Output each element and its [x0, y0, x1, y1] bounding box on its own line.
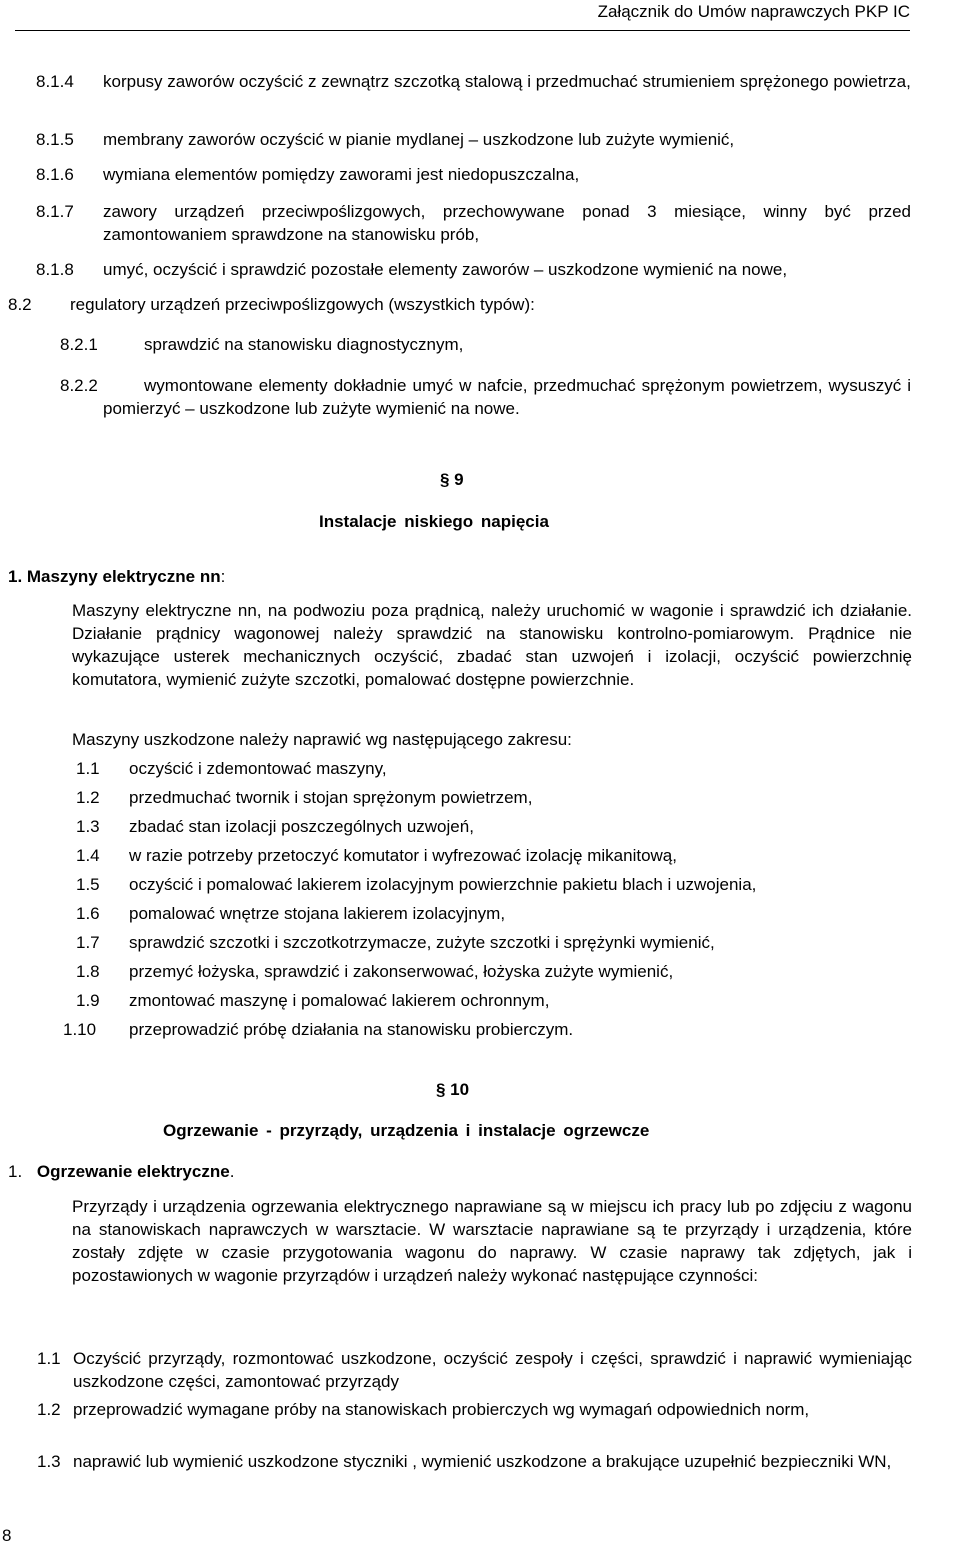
- section-title: Instalacje niskiego napięcia: [319, 512, 549, 531]
- list-item-text: oczyścić i pomalować lakierem izolacyjnym powierzchnie pakietu blach i uzwojenia,: [129, 875, 757, 894]
- list-item-text: korpusy zaworów oczyścić z zewnątrz szczotką stalową i przedmuchać strumieniem sprężonego powietrza,: [103, 72, 911, 91]
- list-item-text: pomalować wnętrze stojana lakierem izolacyjnym,: [129, 904, 506, 923]
- list-item-text: umyć, oczyścić i sprawdzić pozostałe elementy zaworów – uszkodzone wymienić na nowe,: [103, 260, 788, 279]
- item-number: 8.2.1: [60, 335, 98, 354]
- item-number: 1.1: [76, 759, 100, 778]
- sub-heading: [8, 565, 225, 588]
- list-item-text: przedmuchać twornik i stojan sprężonym powietrzem,: [129, 788, 533, 807]
- sub-heading-label: Ogrzewanie elektryczne: [36, 1162, 230, 1181]
- page-number: 8: [2, 1526, 12, 1545]
- section-symbol: § 9: [440, 470, 464, 489]
- item-number: 1.2: [37, 1400, 61, 1419]
- list-item-text: naprawić lub wymienić uszkodzone styczniki , wymienić uszkodzone a brakujące uzupełnić bezpieczniki WN,: [73, 1452, 892, 1471]
- item-number: 8.1.8: [36, 260, 74, 279]
- item-number: 8.2.2: [60, 376, 98, 395]
- item-number: 1.8: [76, 962, 100, 981]
- list-item-text: wymontowane elementy dokładnie umyć w nafcie, przedmuchać sprężonym powietrzem, wysuszyć i pomierzyć – uszkodzone lub zużyte wymienić na nowe.: [103, 376, 911, 418]
- sub-heading-dot: .: [229, 1162, 235, 1181]
- list-intro: Maszyny uszkodzone należy naprawić wg następującego zakresu:: [72, 730, 572, 749]
- item-number: 1.6: [76, 904, 100, 923]
- list-item-text: przeprowadzić próbę działania na stanowisku probierczym.: [129, 1020, 574, 1039]
- list-item-text: przemyć łożyska, sprawdzić i zakonserwować, łożyska zużyte wymienić,: [129, 962, 674, 981]
- item-number: 1.5: [76, 875, 100, 894]
- sub-heading-number: 1.: [8, 1162, 23, 1181]
- header-rule: [15, 30, 910, 31]
- list-item-text: przeprowadzić wymagane próby na stanowiskach probierczych wg wymagań odpowiednich norm,: [73, 1400, 810, 1419]
- item-number: 8.1.6: [36, 165, 74, 184]
- item-number: 1.9: [76, 991, 100, 1010]
- item-number: 1.7: [76, 933, 100, 952]
- item-number: 8.1.7: [36, 202, 74, 221]
- item-number: 1.1: [37, 1349, 61, 1368]
- paragraph: Przyrządy i urządzenia ogrzewania elektrycznego naprawiane są w miejscu ich pracy lub po zdjęciu z wagonu na stanowiskach naprawczych w warsztacie. W warsztacie naprawiane są te przyrządy i urządzenia, które zostały zdjęte w czasie przygotowania wagonu do naprawy. W czasie naprawy tak zdjętych, jak i pozostawionych w wagonie przyrządów i urządzeń należy wykonać następujące czynności:: [72, 1197, 912, 1285]
- list-item-text: membrany zaworów oczyścić w pianie mydlanej – uszkodzone lub zużyte wymienić,: [103, 130, 735, 149]
- list-item-text: zawory urządzeń przeciwpoślizgowych, przechowywane ponad 3 miesiące, winny być przed zamontowaniem sprawdzone na stanowisku prób,: [103, 202, 911, 244]
- item-number: 1.10: [63, 1020, 97, 1039]
- list-item-text: wymiana elementów pomiędzy zaworami jest niedopuszczalna,: [103, 165, 580, 184]
- item-number: 1.3: [76, 817, 100, 836]
- item-number: 8.1.4: [36, 72, 74, 91]
- item-number: 1.3: [37, 1452, 61, 1471]
- list-item-text: w razie potrzeby przetoczyć komutator i wyfrezować izolację mikanitową,: [129, 846, 677, 865]
- sub-heading: [8, 1160, 234, 1183]
- section-title: Ogrzewanie - przyrządy, urządzenia i instalacje ogrzewcze: [163, 1121, 650, 1140]
- item-number: 1.2: [76, 788, 100, 807]
- list-item-text: sprawdzić na stanowisku diagnostycznym,: [144, 335, 464, 354]
- section-symbol: § 10: [436, 1080, 470, 1099]
- paragraph: Maszyny elektryczne nn, na podwoziu poza prądnicą, należy uruchomić w wagonie i sprawdzić ich działanie. Działanie prądnicy wagonowej należy sprawdzić na stanowisku kontrolno-pomiarowym. Prądnice nie wykazujące usterek mechanicznych oczyścić, zbadać stan uzwojeń i izolacji, oczyścić powierzchnię komutatora, wymienić zużyte szczotki, pomalować dostępne powierzchnie.: [72, 601, 912, 689]
- list-item-text: zmontować maszynę i pomalować lakierem ochronnym,: [129, 991, 550, 1010]
- list-item-text: Oczyścić przyrządy, rozmontować uszkodzone, oczyścić zespoły i części, sprawdzić i naprawić wymieniając uszkodzone części, zamontować przyrządy: [73, 1349, 912, 1391]
- list-item-text: oczyścić i zdemontować maszyny,: [129, 759, 387, 778]
- sub-heading-colon: :: [220, 567, 226, 586]
- page-header: Załącznik do Umów naprawczych PKP IC: [597, 2, 910, 21]
- item-number: 1.4: [76, 846, 100, 865]
- item-number: 8.1.5: [36, 130, 74, 149]
- sub-heading-label: 1. Maszyny elektryczne nn: [8, 567, 221, 586]
- list-item-text: zbadać stan izolacji poszczególnych uzwojeń,: [129, 817, 474, 836]
- item-number: 8.2: [8, 295, 32, 314]
- list-item-text: sprawdzić szczotki i szczotkotrzymacze, zużyte szczotki i sprężynki wymienić,: [129, 933, 715, 952]
- list-item-text: regulatory urządzeń przeciwpoślizgowych (wszystkich typów):: [70, 295, 535, 314]
